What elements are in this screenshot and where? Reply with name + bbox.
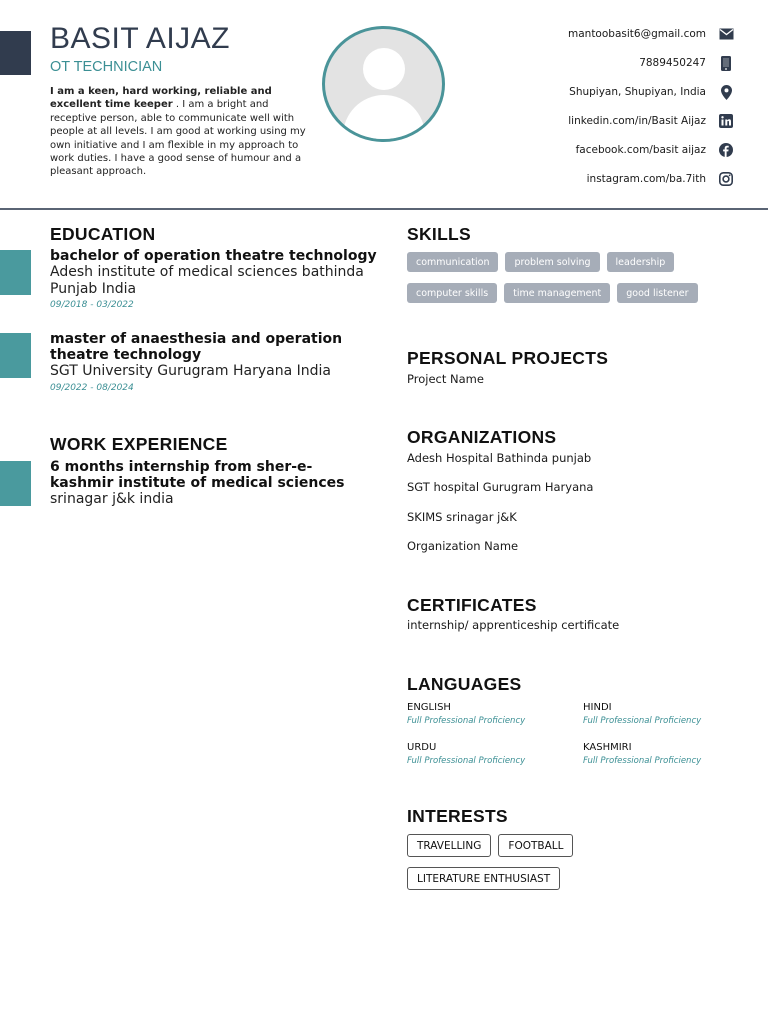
header-divider (0, 208, 768, 210)
linkedin-icon (718, 113, 734, 129)
skill-chip: communication (407, 252, 498, 272)
contact-linkedin-text[interactable]: linkedin.com/in/Basit Aijaz (568, 115, 706, 127)
education-accent-bar (0, 250, 31, 295)
language-level: Full Professional Proficiency (407, 756, 526, 766)
work-entry (50, 459, 370, 508)
skill-chip: good listener (617, 283, 697, 303)
contact-instagram[interactable] (587, 171, 734, 187)
language-item (583, 742, 701, 766)
language-name: KASHMIRI (583, 742, 632, 753)
language-item (407, 702, 525, 726)
language-level: Full Professional Proficiency (583, 716, 702, 726)
organization-item: SGT hospital Gurugram Haryana (407, 480, 594, 494)
certificate-item: internship/ apprenticeship certificate (407, 618, 620, 632)
education-dates: 09/2022 - 08/2024 (50, 382, 134, 393)
language-item (583, 702, 701, 726)
avatar-placeholder (322, 26, 445, 142)
contact-instagram-text[interactable]: instagram.com/ba.7ith (586, 173, 706, 185)
work-experience-heading: WORK EXPERIENCE (50, 434, 228, 454)
interest-tag: FOOTBALL (498, 834, 573, 857)
avatar-body-shape (343, 95, 425, 142)
interests-heading: INTERESTS (407, 806, 508, 826)
job-title: 6 months internship from sher-e-kashmir institute of medical sciences (50, 459, 345, 491)
education-dates: 09/2018 - 03/2022 (50, 300, 134, 310)
skill-chip: time management (504, 283, 610, 303)
contact-phone-text[interactable]: 7889450247 (639, 57, 706, 69)
organization-item: Organization Name (407, 539, 519, 553)
languages-heading: LANGUAGES (407, 674, 522, 694)
skill-chip: computer skills (407, 283, 497, 303)
contact-email-text[interactable]: mantoobasit6@gmail.com (568, 28, 706, 40)
summary-bold-text: I am a keen, hard working, reliable and excellent time keeper (50, 86, 272, 111)
language-name: ENGLISH (407, 702, 451, 713)
contact-location-text: Shupiyan, Shupiyan, India (569, 86, 706, 98)
contact-location (569, 84, 734, 100)
language-level: Full Professional Proficiency (407, 716, 526, 726)
organizations-heading: ORGANIZATIONS (407, 427, 557, 447)
degree-title: master of anaesthesia and operation theatre technology (50, 331, 343, 363)
instagram-icon (718, 171, 734, 187)
interest-tag: LITERATURE ENTHUSIAST (407, 867, 560, 890)
summary-paragraph (50, 85, 308, 179)
candidate-name: BASIT AIJAZ (50, 22, 231, 55)
language-level: Full Professional Proficiency (583, 756, 702, 766)
education-entry (50, 331, 350, 393)
project-item: Project Name (407, 372, 484, 386)
candidate-role: OT TECHNICIAN (50, 59, 163, 75)
language-item (407, 742, 525, 766)
contact-email[interactable] (568, 26, 734, 42)
contact-phone[interactable] (639, 55, 734, 71)
language-name: HINDI (583, 702, 612, 713)
location-pin-icon (718, 84, 734, 100)
skill-chip: leadership (607, 252, 675, 272)
skills-row (407, 252, 681, 272)
job-location: srinagar j&k india (50, 491, 174, 507)
phone-icon (718, 55, 734, 71)
organization-item: Adesh Hospital Bathinda punjab (407, 451, 592, 465)
contact-facebook[interactable] (576, 142, 734, 158)
avatar-head-shape (363, 48, 405, 90)
institution-name: SGT University Gurugram Haryana India (50, 363, 331, 379)
skills-row (407, 283, 705, 303)
interest-tag: TRAVELLING (407, 834, 491, 857)
facebook-icon (718, 142, 734, 158)
degree-title: bachelor of operation theatre technology (50, 248, 377, 264)
name-accent-bar (0, 31, 31, 75)
language-name: URDU (407, 742, 437, 753)
skill-chip: problem solving (505, 252, 599, 272)
certificates-heading: CERTIFICATES (407, 595, 537, 615)
institution-name: Adesh institute of medical sciences bathinda Punjab India (50, 264, 364, 297)
education-entry (50, 248, 380, 310)
work-accent-bar (0, 461, 31, 506)
education-heading: EDUCATION (50, 224, 156, 244)
organization-item: SKIMS srinagar j&K (407, 510, 517, 524)
interests-row (407, 867, 567, 890)
contact-facebook-text[interactable]: facebook.com/basit aijaz (575, 144, 706, 156)
contact-linkedin[interactable] (568, 113, 734, 129)
envelope-icon (718, 26, 734, 42)
interests-row (407, 834, 580, 857)
summary-text: . I am a bright and receptive person, able to communicate well with people at all levels. I am good at working using my own initiative and I am flexible in my approach to work duties. I have a good sense of humour and a pleasant approach. (50, 99, 306, 178)
projects-heading: PERSONAL PROJECTS (407, 348, 609, 368)
skills-heading: SKILLS (407, 224, 472, 244)
education-accent-bar (0, 333, 31, 378)
